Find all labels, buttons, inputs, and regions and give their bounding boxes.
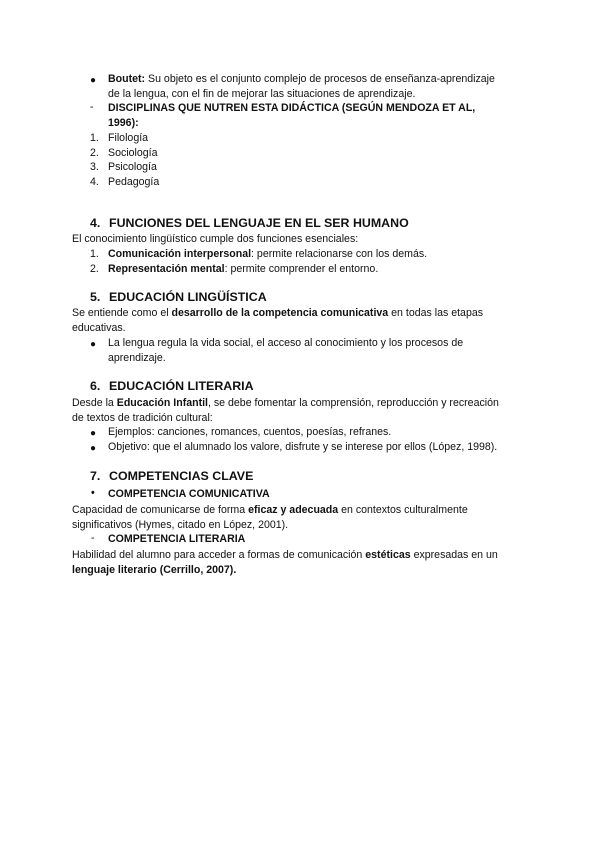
list-item: 1. Comunicación interpersonal: permite relacionarse con los demás.: [90, 248, 428, 260]
bullet-dot: ●: [90, 443, 97, 454]
list-item: 2. Sociología: [90, 146, 158, 159]
section-4-heading: 4. FUNCIONES DEL LENGUAJE EN EL SER HUMANO: [90, 216, 409, 230]
bullet-marker: •: [91, 487, 95, 499]
disciplinas-list: [90, 131, 159, 189]
boutet-label: Boutet:: [108, 73, 146, 85]
section-5-paragraph: Se entiende como el desarrollo de la competencia comunicativa en todas las etapas educativas.: [72, 307, 484, 334]
list-item: 1. Filología: [90, 132, 149, 144]
section-7-heading: 7. COMPETENCIAS CLAVE: [90, 469, 254, 483]
section-6-bullet-1: Ejemplos: canciones, romances, cuentos, poesías, refranes.: [108, 426, 392, 438]
dash-marker: -: [90, 101, 94, 113]
section-4-list: [90, 247, 427, 276]
competencia-comunicativa-title: COMPETENCIA COMUNICATIVA: [108, 488, 270, 500]
competencia-comunicativa-paragraph: Capacidad de comunicarse de forma eficaz y adecuada en contextos culturalmente significativos (Hymes, citado en López, 2001).: [72, 504, 468, 531]
competencia-literaria-paragraph: Habilidad del alumno para acceder a formas de comunicación estéticas expresadas en un lenguaje literario (Cerrillo, 2007).: [72, 549, 498, 576]
dash-marker: -: [91, 532, 95, 544]
list-item: 2. Representación mental: permite comprender el entorno.: [90, 262, 379, 275]
section-6-paragraph: Desde la Educación Infantil, se debe fomentar la comprensión, reproducción y recreación de textos de tradición cultural:: [72, 397, 499, 424]
section-5-bullet: La lengua regula la vida social, el acceso al conocimiento y los procesos de aprendizaje.: [108, 337, 464, 364]
section-6-bullet-2: Objetivo: que el alumnado los valore, disfrute y se interese por ellos (López, 1998).: [108, 441, 498, 453]
bullet-dot: ●: [90, 428, 97, 439]
disciplinas-title: [108, 101, 475, 130]
bullet-dot: ●: [90, 75, 97, 86]
boutet-text-line1: Su objeto es el conjunto complejo de procesos de enseñanza-aprendizaje: [145, 73, 495, 85]
section-6-heading: 6. EDUCACIÓN LITERARIA: [90, 379, 254, 393]
section-5-heading: 5. EDUCACIÓN LINGÜÍSTICA: [90, 290, 267, 304]
competencia-literaria-title: COMPETENCIA LITERARIA: [108, 533, 246, 545]
bullet-dot: ●: [90, 339, 97, 350]
list-item: 3. Psicología: [90, 161, 157, 174]
disciplinas-title-line1: DISCIPLINAS QUE NUTREN ESTA DIDÁCTICA (SEGÚN MENDOZA ET AL,: [108, 102, 476, 114]
boutet-text-line2: de la lengua, con el fin de mejorar las situaciones de aprendizaje.: [108, 87, 416, 100]
section-4-intro: El conocimiento lingüístico cumple dos funciones esenciales:: [72, 233, 359, 245]
boutet-paragraph: [108, 72, 495, 101]
disciplinas-title-line2: 1996):: [108, 116, 139, 129]
list-item: 4. Pedagogía: [90, 175, 160, 188]
